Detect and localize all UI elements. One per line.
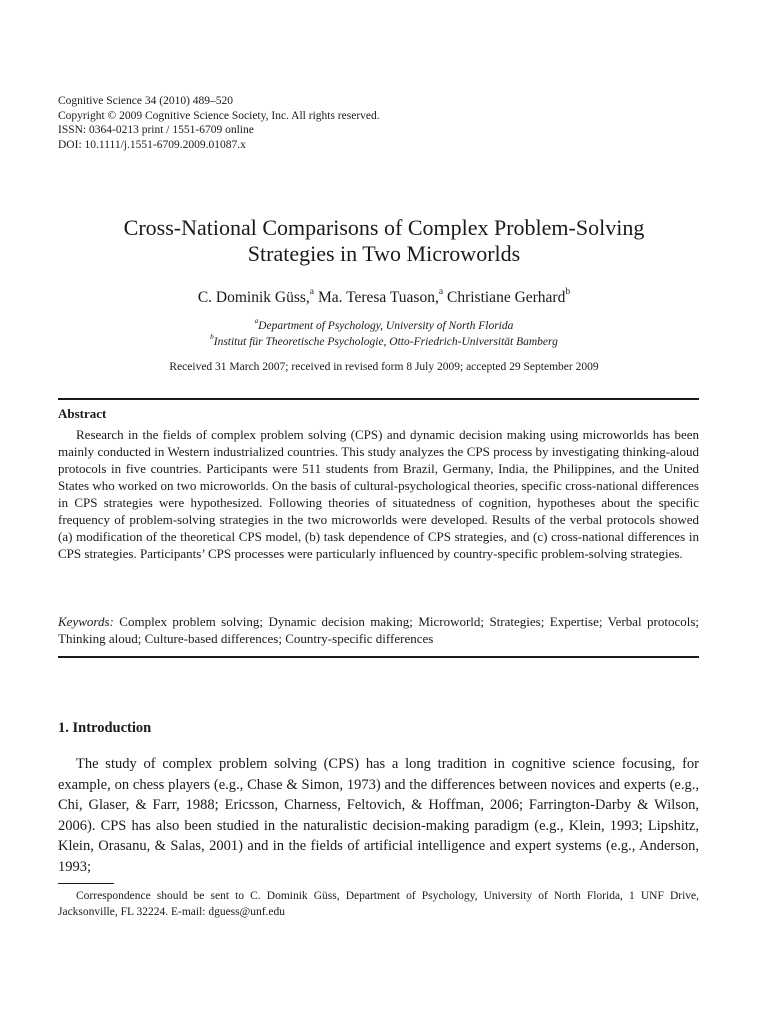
section-heading: 1. Introduction (58, 720, 152, 736)
affiliation-a: $^a$Department of Psychology, University of North Florida (254, 317, 514, 332)
doi-line: DOI: 10.1111/j.1551-6709.2009.01087.x (58, 138, 246, 151)
affiliation-b: $^b$Institut für Theoretische Psychologie, Otto-Friedrich-Universität Bamberg (210, 332, 558, 348)
author-list (40, 288, 728, 308)
keywords-label: Keywords: (58, 614, 114, 629)
abstract-heading: Abstract (58, 406, 107, 421)
author-affiliation-mark: a (438, 286, 444, 298)
journal-citation: Cognitive Science 34 (2010) 489–520 (58, 95, 234, 107)
abstract-top-rule (58, 398, 699, 400)
keywords (58, 613, 699, 647)
affiliations (40, 319, 728, 350)
author-affiliation-mark: b (565, 286, 571, 298)
correspondence-footnote: Correspondence should be sent to C. Dominik Güss, Department of Psychology, University of North Florida, 1 UNF Drive, Jacksonville, FL 32224. E-mail: dguess@unf.edu (58, 890, 699, 918)
copyright-line: Copyright © 2009 Cognitive Science Society, Inc. All rights reserved. (58, 109, 380, 122)
journal-metadata (58, 94, 380, 152)
paper-title (40, 215, 728, 267)
abstract-text: Research in the fields of complex problem solving (CPS) and dynamic decision making using microworlds has been mainly conducted in Western industrialized countries. This study analyzes the CPS process by investigating thinking-aloud protocols in five countries. Participants were 511 students from Brazil, Germany, India, the Philippines, and the United States who worked on two microworlds. On the basis of cultural-psychological theories, specific cross-national differences in CPS strategies were hypothesized. Following theories of situatedness of cognition, hypotheses about the specific frequency of problem-solving strategies in the two microworlds were developed. Results of the verbal protocols showed (a) modification of the theoretical CPS model, (b) task dependence of CPS strategies, and (c) cross-national differences in CPS strategies. Participants’ CPS processes were particularly influenced by country-specific problem-solving strategies. (58, 427, 699, 561)
author-name: Christiane Gerhard (446, 289, 566, 306)
author-name: C. Dominik Güss, (197, 289, 310, 306)
footnote-rule (58, 883, 114, 884)
author-affiliation-mark: a (309, 286, 315, 298)
keywords-list: Complex problem solving; Dynamic decision making; Microworld; Strategies; Expertise; Verbal protocols; Thinking aloud; Culture-based differences; Country-specific differences (58, 614, 699, 646)
title-line-1: Cross-National Comparisons of Complex Problem-Solving (123, 215, 645, 240)
abstract-bottom-rule (58, 656, 699, 658)
submission-dates: Received 31 March 2007; received in revised form 8 July 2009; accepted 29 September 2009 (169, 361, 599, 373)
issn-line: ISSN: 0364-0213 print / 1551-6709 online (58, 124, 254, 137)
author-name: Ma. Teresa Tuason, (317, 289, 439, 306)
introduction-text: The study of complex problem solving (CPS) has a long tradition in cognitive science focusing, for example, on chess players (e.g., Chase & Simon, 1973) and the differences between novices and experts (e.g., Chi, Glaser, & Farr, 1988; Ericsson, Charness, Feltovich, & Hoffman, 2006; Farrington-Darby & Wilson, 2006). CPS has also been studied in the naturalistic decision-making paradigm (e.g., Klein, 1993; Lipshitz, Klein, Orasanu, & Salas, 2001) and in the fields of artificial intelligence and expert systems (e.g., Anderson, 1993; (58, 756, 699, 875)
title-line-2: Strategies in Two Microworlds (247, 241, 521, 266)
